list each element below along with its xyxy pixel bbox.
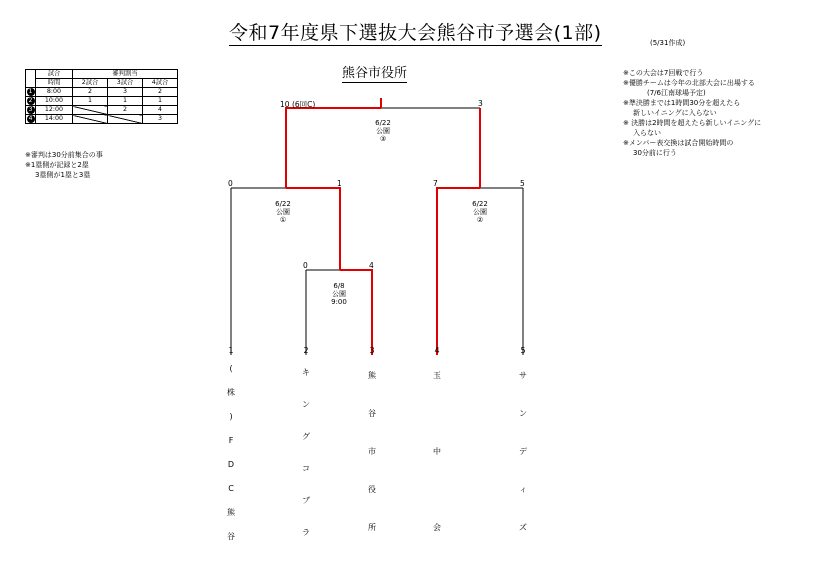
row-col4: 2 [143, 88, 178, 97]
date-note: (5/31作成) [650, 39, 686, 47]
team-char: 谷 [227, 532, 235, 541]
team-char: 所 [368, 523, 376, 532]
row-number: 2 [26, 97, 36, 106]
team-char: コ [302, 464, 310, 473]
match-venue: 公園 [332, 290, 346, 298]
team-char: キ [302, 368, 310, 377]
team-5 [516, 345, 530, 547]
team-char: ( [229, 364, 233, 373]
note-line: ※優勝チームは今年の北部大会に出場する [623, 79, 755, 87]
row-col2: 1 [73, 97, 108, 106]
first-score-right: 4 [369, 261, 374, 270]
team-char: 役 [368, 485, 376, 494]
header-col3: 3試合 [108, 79, 143, 88]
match-time: 9:00 [331, 298, 347, 306]
team-char: ン [302, 400, 310, 409]
team-seed: 4 [434, 346, 440, 355]
team-char: F [228, 436, 234, 445]
row-col3: 2 [108, 106, 143, 115]
team-char: 中 [433, 447, 441, 456]
team-3 [365, 345, 379, 547]
header-match: 試合 [36, 70, 73, 79]
row-col3: 3 [108, 88, 143, 97]
team-char: ィ [519, 485, 527, 494]
row-time: 8:00 [36, 88, 73, 97]
note-line: ※メンバー表交換は試合開始時間の [623, 139, 734, 147]
team-char: D [227, 460, 235, 469]
semi-right-score-left: 7 [433, 179, 438, 188]
team-char: 熊 [368, 371, 376, 380]
note-line: ※審判は30分前集合の事 [25, 151, 103, 159]
semi-left-match-info [268, 200, 298, 224]
note-line: (7/6江南球場予定) [647, 89, 706, 97]
team-char: グ [302, 432, 310, 441]
team-char: ズ [519, 523, 527, 532]
team-char: C [228, 484, 234, 493]
match-venue: 公園 [473, 208, 487, 216]
match-date: 6/22 [275, 200, 291, 208]
row-col2: 2 [73, 88, 108, 97]
note-line: ※準決勝までは1時間30分を超えたら [623, 99, 741, 107]
note-line: 入らない [633, 129, 661, 137]
note-line: ※1塁側が記録と2塁 [25, 161, 89, 169]
team-1 [224, 345, 238, 549]
row-col3: 1 [108, 97, 143, 106]
team-4 [430, 345, 444, 547]
match-date: 6/22 [472, 200, 488, 208]
note-line: ※ 決勝は2時間を超えたら新しいイニングに [623, 119, 762, 127]
team-char: 玉 [433, 371, 441, 380]
note-line: 新しいイニングに入らない [633, 109, 717, 117]
win-semi-final [286, 108, 381, 188]
note-line: 3塁側が1塁と3塁 [35, 171, 91, 179]
first-score-left: 0 [303, 261, 308, 270]
team-seed: 5 [520, 346, 526, 355]
team-char: ン [519, 409, 527, 418]
header-time: 時間 [36, 79, 73, 88]
header-col2: 2試合 [73, 79, 108, 88]
match-number: ② [476, 216, 484, 224]
match-number: ① [279, 216, 287, 224]
match-venue: 公園 [276, 208, 290, 216]
row-number: 4 [26, 115, 36, 124]
row-number: 1 [26, 88, 36, 97]
team-char: 熊 [227, 508, 235, 517]
team-char: ) [229, 412, 233, 421]
first-match-info [324, 282, 354, 306]
team-char: 市 [368, 447, 376, 456]
header-col4: 4試合 [143, 79, 178, 88]
team-char: ブ [302, 496, 310, 505]
team-seed: 2 [303, 346, 309, 355]
team-char: 株 [227, 388, 235, 397]
row-col4: 1 [143, 97, 178, 106]
team-seed: 3 [369, 346, 375, 355]
semi-right-match-info [465, 200, 495, 224]
row-number: 3 [26, 106, 36, 115]
header-umpire: 審判割当 [73, 70, 178, 79]
team-char: 谷 [368, 409, 376, 418]
note-line: ※この大会は7回戦で行う [623, 69, 704, 77]
page-title: 令和7年度県下選抜大会熊谷市予選会(1部) [229, 22, 602, 44]
match-date: 6/22 [375, 119, 391, 127]
final-match-info [368, 119, 398, 143]
row-col4: 4 [143, 106, 178, 115]
semi-left-score-right: 1 [337, 179, 342, 188]
match-venue: 公園 [376, 127, 390, 135]
final-score-right: 3 [478, 99, 483, 108]
team-char: デ [519, 447, 527, 456]
note-line: 30分前に行う [633, 149, 677, 157]
row-time: 10:00 [36, 97, 73, 106]
team-seed: 1 [228, 346, 234, 355]
team-2 [299, 345, 313, 549]
semi-left-score-left: 0 [228, 179, 233, 188]
match-number: ③ [379, 135, 387, 143]
semi-right-score-right: 5 [520, 179, 525, 188]
team-char: サ [519, 371, 527, 380]
row-time: 12:00 [36, 106, 73, 115]
team-char: 会 [433, 523, 441, 532]
champion-label: 熊谷市役所 [342, 66, 408, 81]
team-char: ラ [302, 528, 310, 537]
final-score-left: 10 (6回C) [280, 100, 316, 109]
row-time: 14:00 [36, 115, 73, 124]
row-col4: 3 [143, 115, 178, 124]
match-date: 6/8 [333, 282, 345, 290]
